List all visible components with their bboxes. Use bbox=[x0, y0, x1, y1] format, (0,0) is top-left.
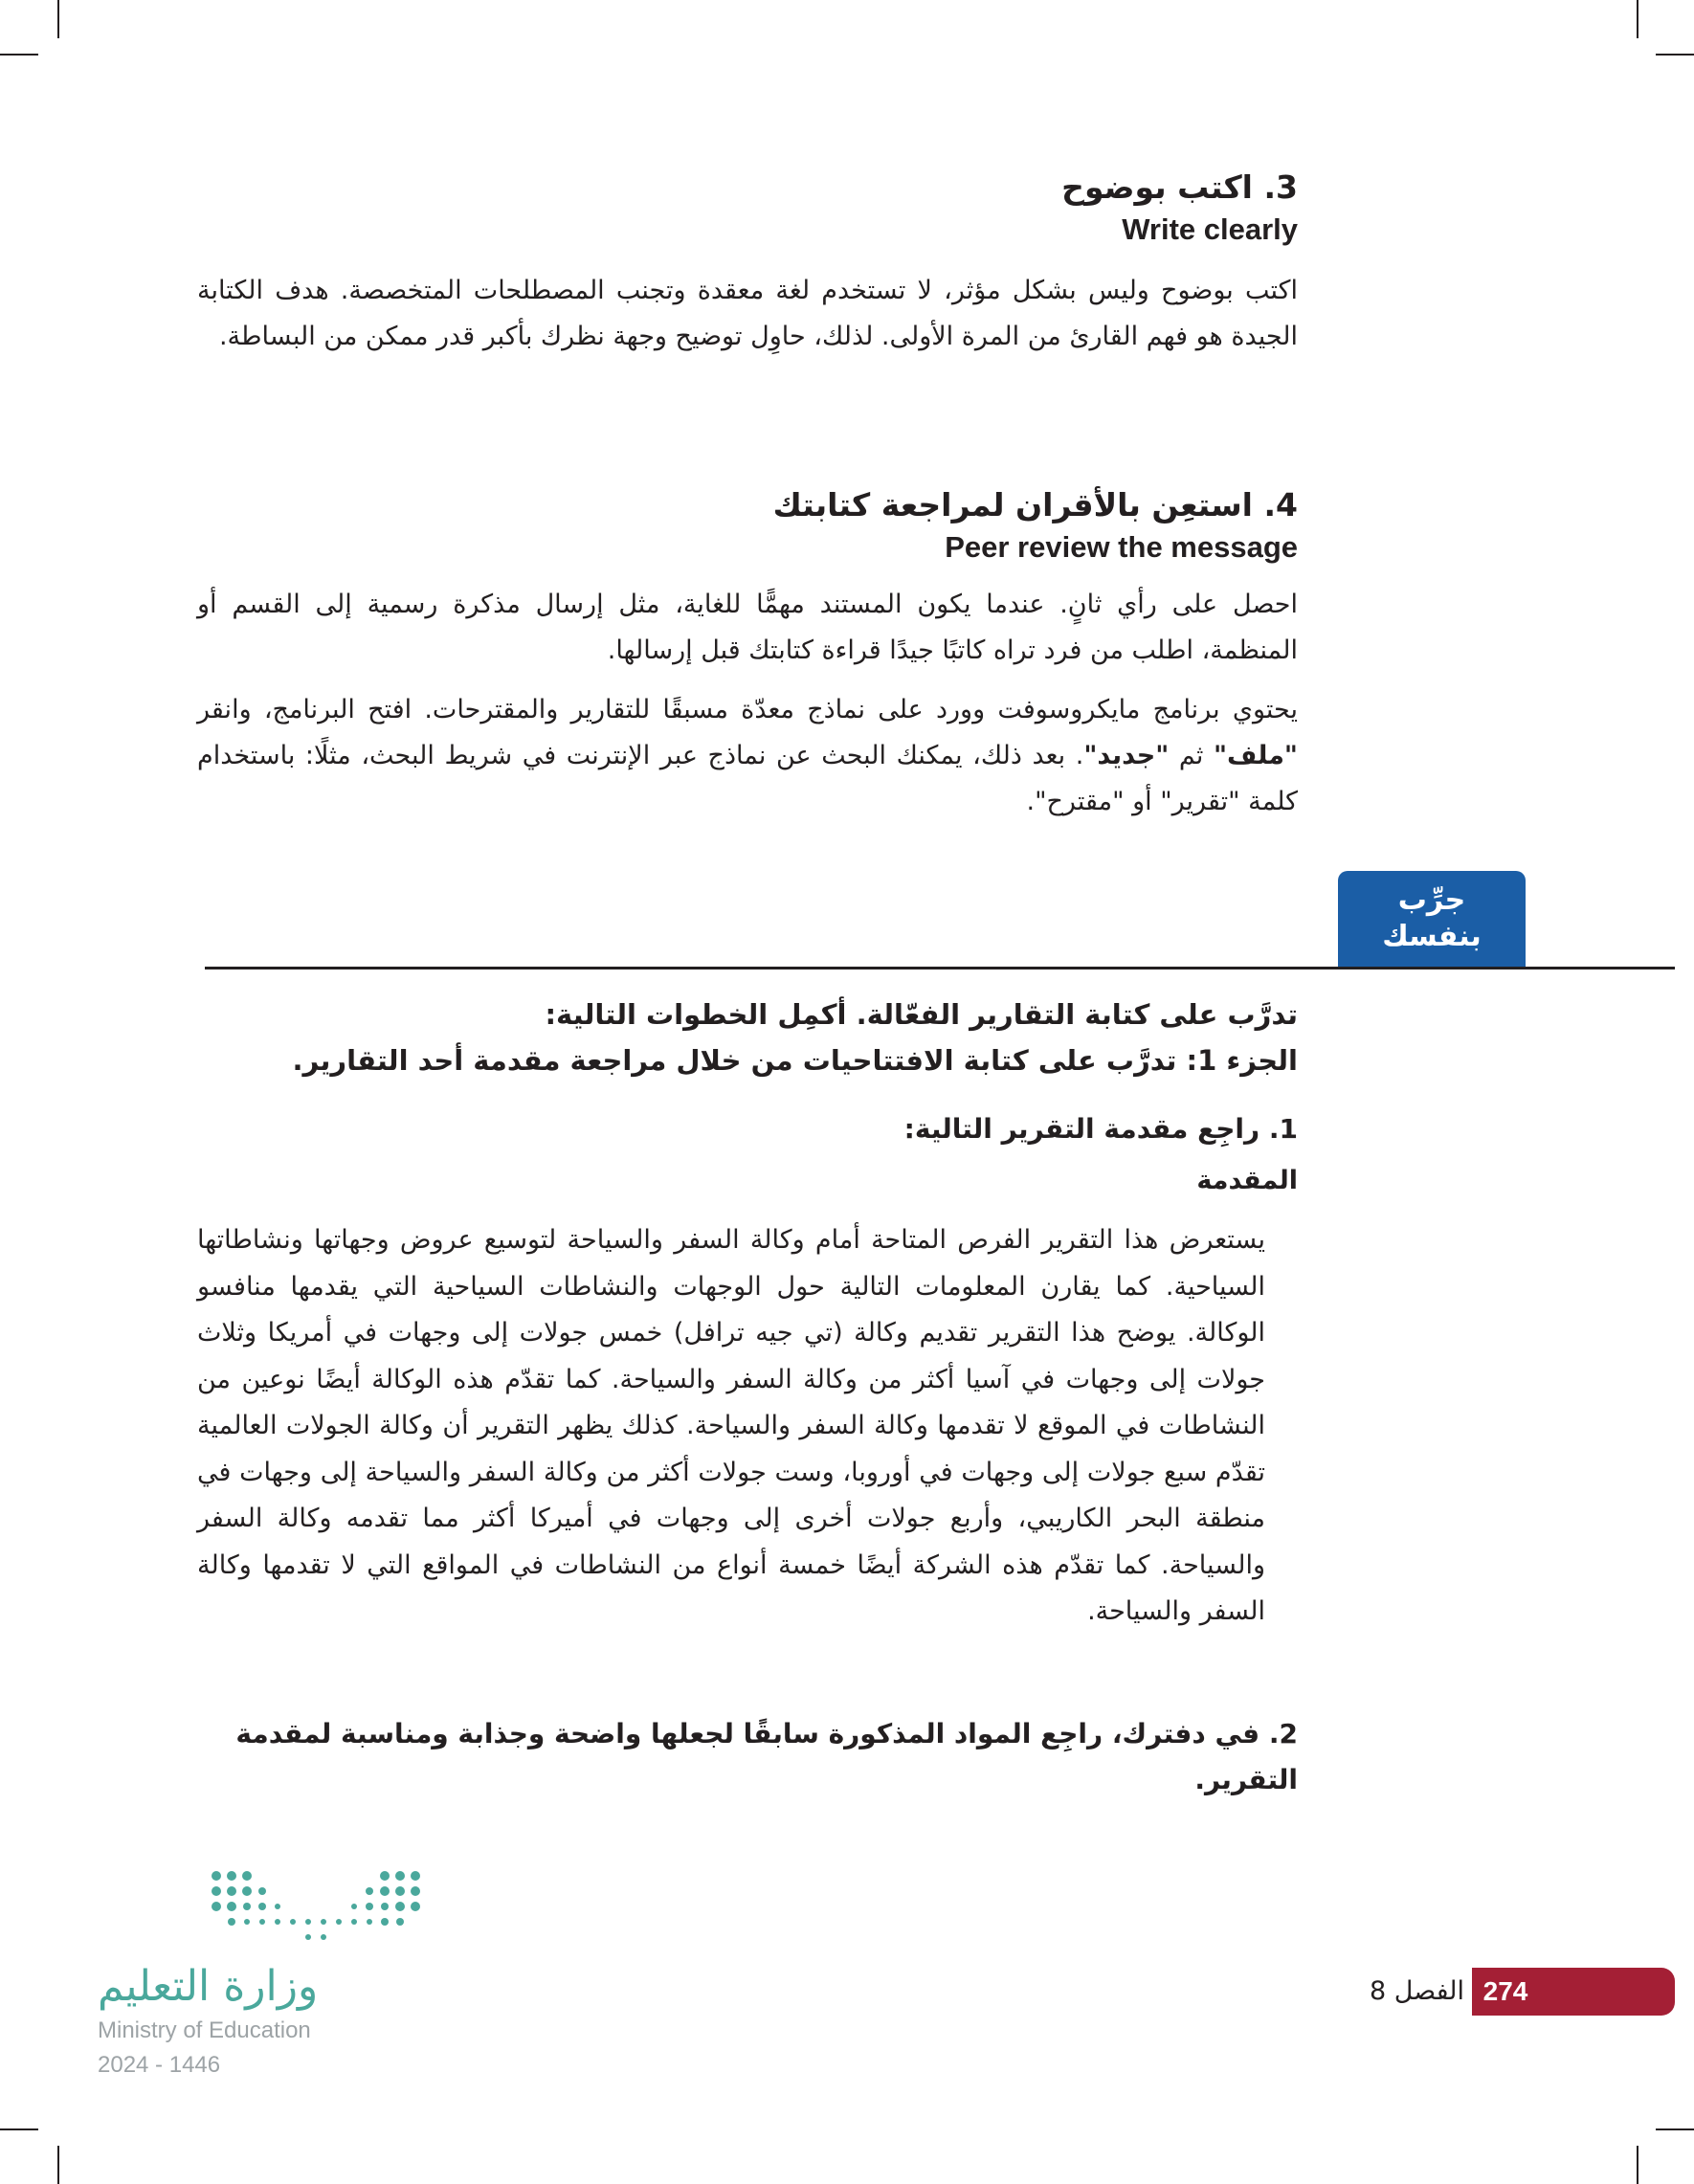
crop-mark bbox=[0, 54, 38, 56]
section-4-body: احصل على رأي ثانٍ. عندما يكون المستند مهمًّا للغاية، مثل إرسال مذكرة رسمية إلى القسم أو المنظمة، اطلب من فرد تراه كاتبًا جيدًا قراءة كتابتك قبل إرسالها. bbox=[197, 590, 1298, 665]
section-4-heading: 4. استعِن بالأقران لمراجعة كتابتك bbox=[772, 486, 1298, 524]
crop-mark bbox=[57, 2146, 59, 2184]
introduction-text: يستعرض هذا التقرير الفرص المتاحة أمام وكالة السفر والسياحة لتوسيع عروض وجهاتها ونشاطاتها السياحية. كما يقارن المعلومات التالية حول الوجهات والنشاطات السياحية التي يقدمها منافسو الوكالة. يوضح هذا التقرير تقديم وكالة (تي جيه ترافل) خمس جولات إلى وجهات في أمريكا وثلاث جولات إلى وجهات في آسيا أكثر من وكالة السفر والسياحة. كما تقدّم هذه الوكالة أيضًا نوعين من النشاطات في الموقع لا تقدمها وكالة السفر والسياحة. كذلك يظهر التقرير أن وكالة الجولات العالمية تقدّم سبع جولات إلى وجهات في أوروبا، وست جولات أكثر من وكالة السفر والسياحة إلى وجهات في منطقة البحر الكاريبي، وأربع جولات أخرى إلى وجهات في أميركا أكثر مما تقدمه وكالة السفر والسياحة. كما تقدّم هذه الشركة أيضًا خمسة أنواع من النشاطات في المواقع التي لا تقدمها وكالة السفر والسياحة. bbox=[197, 1225, 1265, 1626]
chapter-label: الفصل 8 bbox=[1369, 1976, 1464, 2006]
tip-file-keyword: "ملف" bbox=[1213, 741, 1298, 770]
word-templates-tip bbox=[197, 687, 1298, 825]
try-section-rule bbox=[205, 967, 1675, 969]
step-1-heading: 1. راجِع مقدمة التقرير التالية: bbox=[903, 1113, 1298, 1145]
try-intro: تدرَّب على كتابة التقارير الفعّالة. أكمِل الخطوات التالية: bbox=[545, 998, 1298, 1031]
ministry-logo-icon bbox=[207, 1866, 446, 1952]
try-yourself-tab bbox=[1338, 871, 1526, 969]
crop-mark bbox=[57, 0, 59, 38]
ministry-name-ar: وزارة التعليم bbox=[98, 1962, 319, 2011]
section-3-heading: 3. اكتب بوضوح bbox=[1061, 168, 1298, 206]
crop-mark bbox=[1656, 2128, 1694, 2130]
try-section bbox=[197, 992, 1298, 1204]
crop-mark bbox=[1637, 0, 1638, 38]
section-4 bbox=[197, 484, 1298, 825]
crop-mark bbox=[1656, 54, 1694, 56]
section-4-heading-en: Peer review the message bbox=[945, 530, 1298, 564]
section-3-heading-en: Write clearly bbox=[1122, 212, 1298, 246]
section-3-body: اكتب بوضوح وليس بشكل مؤثر، لا تستخدم لغة معقدة وتجنب المصطلحات المتخصصة. هدف الكتابة الجيدة هو فهم القارئ من المرة الأولى. لذلك، حاوِل توضيح وجهة نظرك بأكبر قدر ممكن من البساطة. bbox=[197, 276, 1298, 351]
step-2-text: 2. في دفترك، راجِع المواد المذكورة سابقًا لجعلها واضحة وجذابة ومناسبة لمقدمة التقرير. bbox=[235, 1718, 1298, 1795]
crop-mark bbox=[1637, 2146, 1638, 2184]
ministry-name-en: Ministry of Education bbox=[98, 2017, 311, 2043]
step-2 bbox=[197, 1711, 1298, 1803]
try-tab-line1: جرِّب bbox=[1397, 883, 1466, 917]
introduction-body bbox=[197, 1217, 1265, 1636]
introduction-label: المقدمة bbox=[1196, 1166, 1298, 1195]
page-number: 274 bbox=[1482, 1976, 1528, 2006]
tip-text-start: يحتوي برنامج مايكروسوفت وورد على نماذج معدّة مسبقًا للتقارير والمقترحات. افتح البرنامج، وانقر bbox=[197, 695, 1298, 724]
crop-mark bbox=[0, 2128, 38, 2130]
section-3 bbox=[197, 167, 1298, 360]
try-tab-line2: بنفسك bbox=[1382, 920, 1482, 953]
tip-text-mid: ثم bbox=[1169, 741, 1214, 770]
edition-year: 2024 - 1446 bbox=[98, 2052, 221, 2078]
tip-new-keyword: "جديد" bbox=[1083, 741, 1170, 770]
part-1-heading: الجزء 1: تدرَّب على كتابة الافتتاحيات من خلال مراجعة مقدمة أحد التقارير. bbox=[292, 1044, 1298, 1077]
tip-text-end: . بعد ذلك، يمكنك البحث عن نماذج عبر الإنترنت في شريط البحث، مثلًا: باستخدام كلمة "تقرير" أو "مقترح". bbox=[197, 741, 1298, 816]
